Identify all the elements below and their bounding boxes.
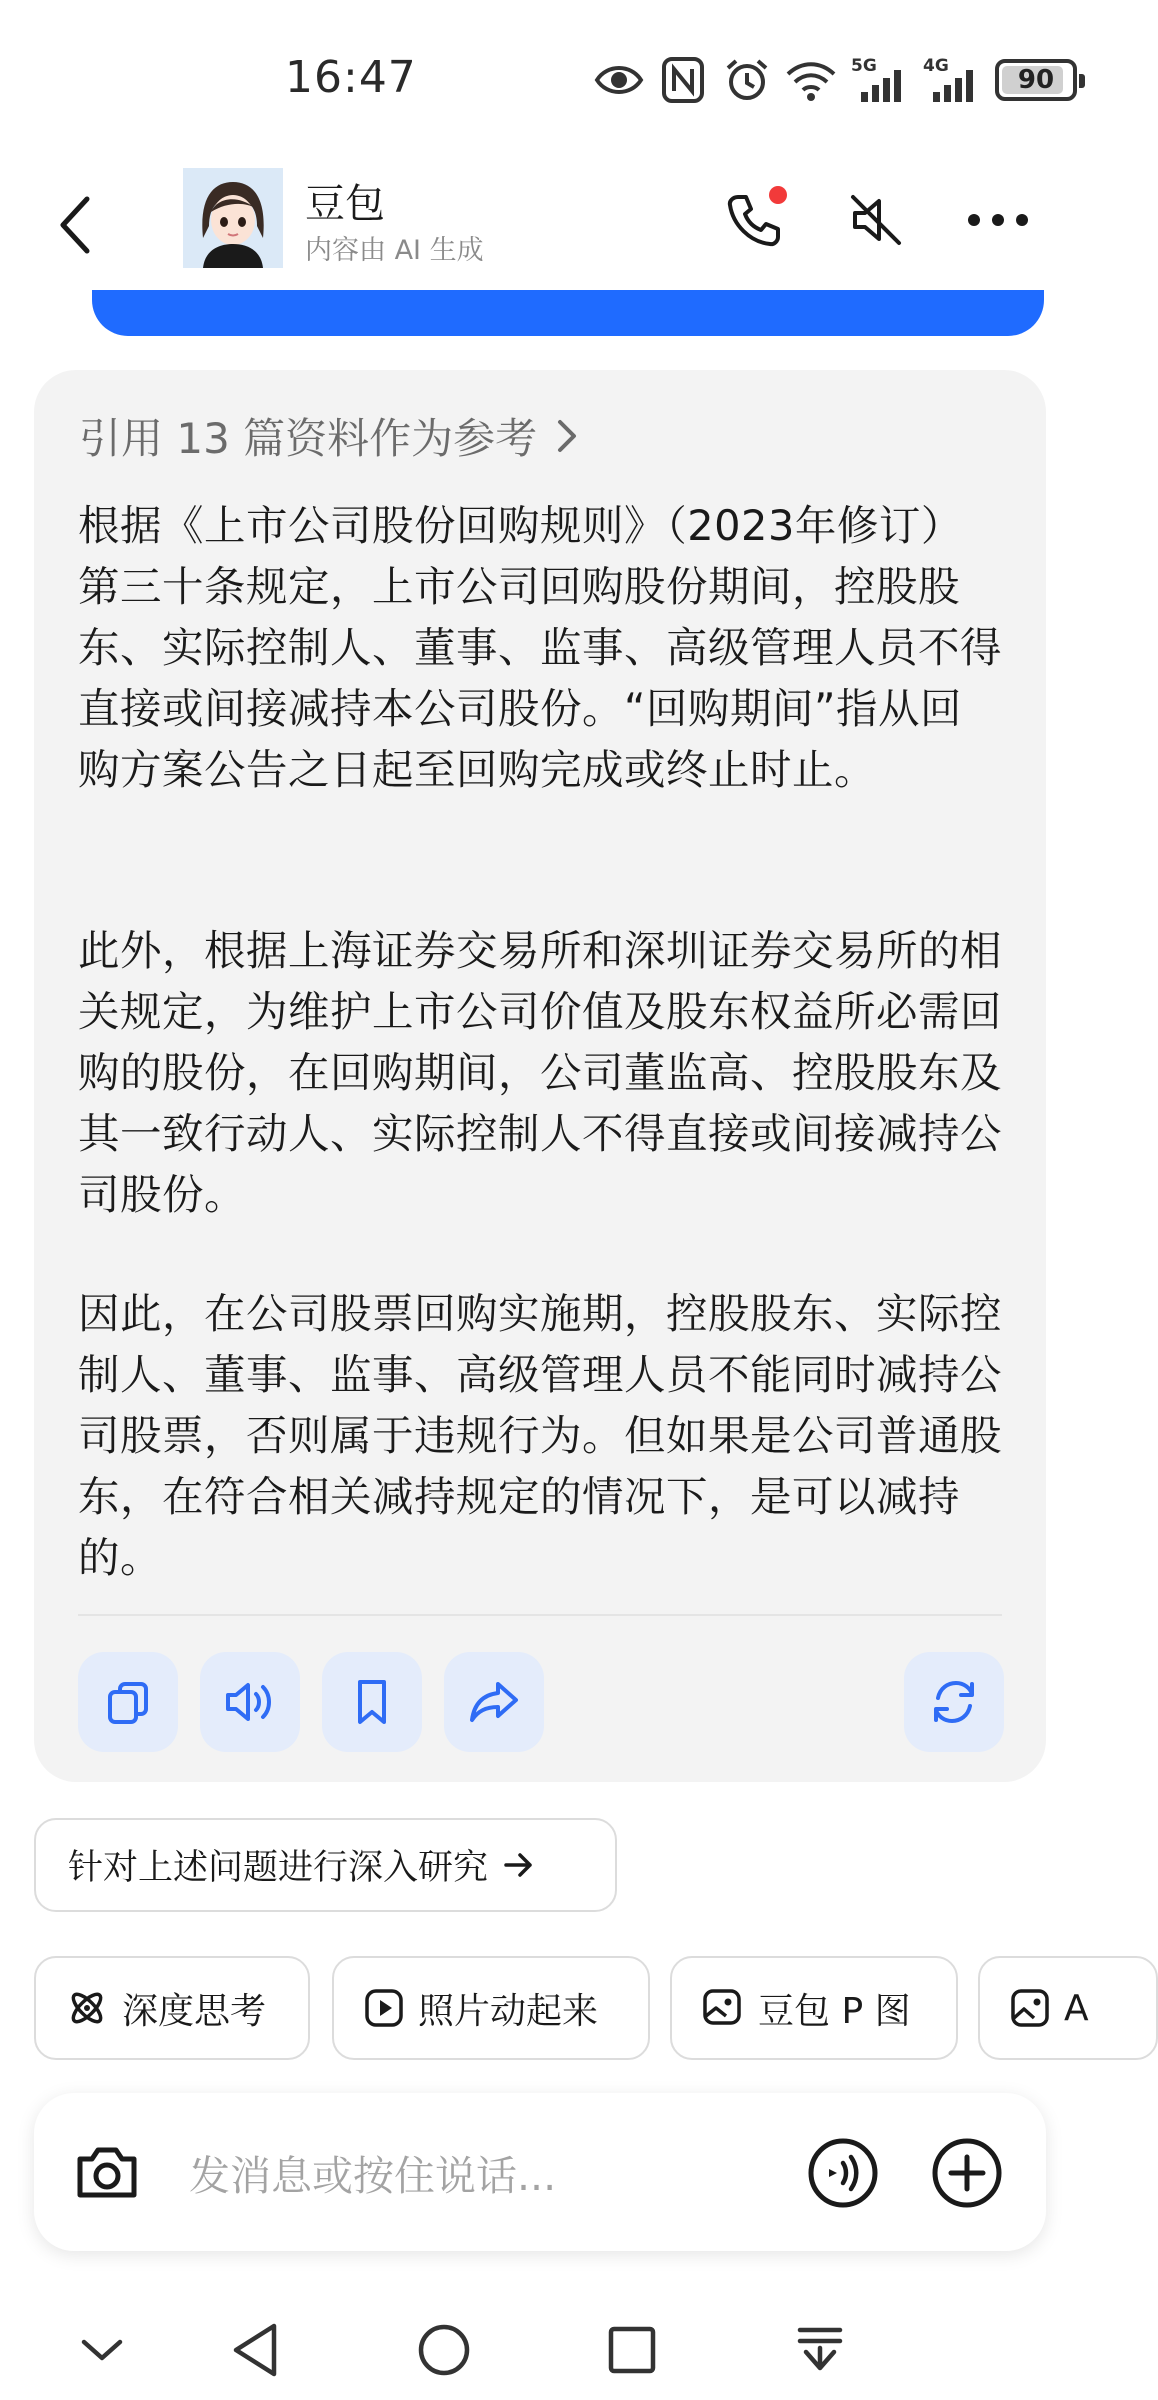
more-icon [966,212,1030,228]
chip-deep-think[interactable]: 深度思考 [34,1956,310,2060]
message-input[interactable]: 发消息或按住说话... [189,2152,557,2200]
back-arrow-icon [53,193,97,257]
status-icons [595,50,1077,110]
download-icon [796,2324,844,2376]
share-icon [468,1678,520,1726]
regenerate-button[interactable] [904,1652,1004,1752]
download-button[interactable] [780,2310,860,2390]
home-icon [416,2322,472,2378]
image-icon [1010,1988,1050,2028]
chip-image-edit[interactable]: 豆包 P 图 [670,1956,958,2060]
user-message-bubble [92,290,1044,336]
chip-image[interactable]: A [978,1956,1158,2060]
collapse-icon [80,2336,124,2364]
eye-icon [595,56,643,104]
mute-button[interactable] [836,180,916,260]
answer-paragraph: 因此，在公司股票回购实施期，控股股东、实际控制人、董事、监事、高级管理人员不能同时减持公司股票，否则属于违规行为。但如果是公司普通股东，在符合相关减持规定的情况下，是可以减持的。 [78,1289,1003,1582]
bookmark-button[interactable] [322,1652,422,1752]
chat-subtitle: 内容由 AI 生成 [305,235,484,266]
chat-header [0,160,1080,290]
copy-icon [104,1678,152,1726]
battery-cap [1079,74,1085,88]
status-bar [0,0,1080,150]
atom-icon [66,1987,108,2029]
play-photo-icon [364,1988,404,2028]
voice-wave-icon [807,2137,879,2209]
share-button[interactable] [444,1652,544,1752]
chip-animate-photo[interactable]: 照片动起来 [332,1956,650,2060]
message-input-bar [34,2093,1046,2251]
bookmark-icon [352,1678,392,1726]
camera-button[interactable] [72,2137,142,2207]
image-edit-icon [702,1988,744,2028]
plus-icon [931,2137,1003,2209]
copy-button[interactable] [78,1652,178,1752]
alarm-icon [723,56,771,104]
avatar[interactable] [183,168,283,268]
recents-button[interactable] [592,2310,672,2390]
battery-icon: 90 [995,59,1077,101]
status-time: 16:47 [285,52,417,103]
chat-title: 豆包 [305,181,385,227]
signal-5g-icon: 5G [851,56,907,104]
wifi-icon [787,56,835,104]
deep-research-button[interactable]: 针对上述问题进行深入研究 [34,1818,617,1912]
refresh-icon [928,1676,980,1728]
more-button[interactable] [958,180,1038,260]
notification-dot [769,186,787,204]
chevron-right-icon [555,417,579,455]
nav-back-button[interactable] [215,2310,295,2390]
back-button[interactable] [40,185,110,265]
answer-paragraph: 根据《上市公司股份回购规则》（2023年修订）第三十条规定，上市公司回购股份期间，控股股东、实际控制人、董事、监事、高级管理人员不得直接或间接减持本公司股份。“回购期间”指从回购方案公告之日起至回购完成或终止时止。 [78,501,1003,794]
reference-link[interactable]: 引用 13 篇资料作为参考 [79,406,579,466]
divider [78,1614,1002,1616]
home-button[interactable] [404,2310,484,2390]
arrow-right-icon [504,1852,534,1878]
mute-icon [847,191,905,249]
voice-call-button[interactable] [807,2137,879,2209]
nav-back-icon [230,2322,280,2378]
recents-icon [606,2324,658,2376]
camera-icon [74,2143,140,2201]
collapse-button[interactable] [62,2310,142,2390]
add-button[interactable] [931,2137,1003,2209]
system-nav-bar [0,2290,1080,2400]
quick-actions [34,1956,1089,2060]
signal-4g-icon: 4G [923,56,979,104]
read-aloud-button[interactable] [200,1652,300,1752]
speaker-icon [222,1678,278,1726]
answer-paragraph: 此外，根据上海证券交易所和深圳证券交易所的相关规定，为维护上市公司价值及股东权益所必需回购的股份，在回购期间，公司董监高、控股股东及其一致行动人、实际控制人不得直接或间接减持公司股份。 [78,926,1003,1219]
nfc-icon [659,56,707,104]
call-button[interactable] [713,180,793,260]
answer-card [34,370,1046,1782]
